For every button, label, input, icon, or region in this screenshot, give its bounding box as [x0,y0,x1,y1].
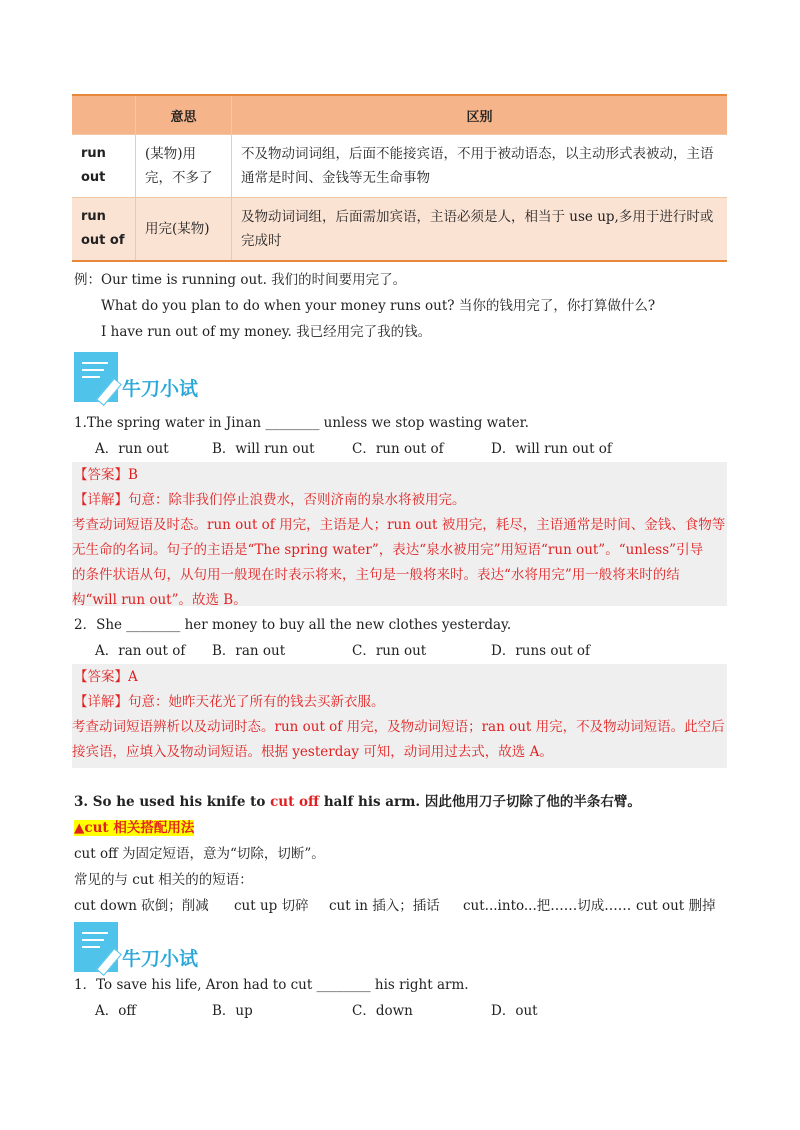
option-a: A．run out [95,441,169,457]
highlight-heading-wrap [74,818,194,838]
table-row [72,135,727,198]
detail-line: 的条件状语从句，从句用一般现在时表示将来，主句是一般将来时。表达“水将用完”用一般将来时的结 [72,567,680,583]
table-cell-term: run out of [72,198,136,262]
option-a: A．off [95,1003,136,1019]
section3-line: cut off 为固定短语，意为“切除，切断”。 [74,846,325,862]
table-cell-term: run out [72,135,136,198]
detail-line: 【详解】句意：她昨天花光了所有的钱去买新衣服。 [74,694,385,710]
detail-line: 构“will run out”。故选 B。 [72,592,247,608]
option-b: B．up [212,1003,253,1019]
option-d: D．will run out of [491,441,612,457]
example-sentence: What do you plan to do when your money runs out? 当你的钱用完了，你打算做什么? [101,298,656,314]
table-header-difference: 区别 [232,95,728,135]
table-cell-difference: 不及物动词词组，后面不能接宾语，不用于被动语态，以主动形式表被动，主语通常是时间、金钱等无生命事物 [232,135,728,198]
question-stem: 1．To save his life, Aron had to cut ________ his right arm. [74,977,469,993]
option-c: C．run out [352,643,427,659]
phrase-item: cut in 插入；插话 [329,898,440,914]
option-d: D．runs out of [491,643,591,659]
table-cell-meaning: 用完(某物) [136,198,232,262]
detail-line: 无生命的名词。句子的主语是“The spring water”，表达“泉水被用完”用短语“run out”。“unless”引导 [72,542,704,558]
phrase-item: cut out 删掉 [636,898,716,914]
practice-banner [74,352,274,404]
question-stem: 1.The spring water in Jinan ________ unless we stop wasting water. [74,415,529,431]
table-row [72,198,727,262]
phrase-item: cut...into...把……切成…… [463,898,632,914]
section3-line: 常见的与 cut 相关的的短语： [74,872,253,888]
option-b: B．ran out [212,643,286,659]
detail-line: 【详解】句意：除非我们停止浪费水，否则济南的泉水将被用完。 [74,492,466,508]
phrase-item: cut up 切碎 [234,898,309,914]
question-stem: 2．She ________ her money to buy all the new clothes yesterday. [74,617,512,633]
answer-text: 【答案】B [74,467,138,483]
option-b: B．will run out [212,441,315,457]
section3-prefix: 3. So he used his knife to [74,794,271,810]
practice-title: 牛刀小试 [122,378,199,400]
note-pencil-icon [74,922,118,972]
examples-label: 例： [74,272,101,288]
table-header-meaning: 意思 [136,95,232,135]
table-cell-meaning: (某物)用完，不多了 [136,135,232,198]
example-sentence: I have run out of my money. 我已经用完了我的钱。 [101,324,432,340]
option-a: A．ran out of [95,643,186,659]
detail-line: 考查动词短语辨析以及动词时态。run out of 用完，及物动词短语；ran out 用完，不及物动词短语。此空后 [72,719,725,735]
table-header-blank [72,95,136,135]
practice-banner [74,922,274,974]
practice-title: 牛刀小试 [122,948,199,970]
section3-sentence [74,792,641,812]
option-c: C．down [352,1003,413,1019]
examples-first-line [74,270,406,290]
phrase-item: cut down 砍倒；削减 [74,898,209,914]
answer-text: 【答案】A [74,669,138,685]
note-pencil-icon [74,352,118,402]
table-cell-difference: 及物动词词组，后面需加宾语，主语必须是人，相当于 use up,多用于进行时或完成时 [232,198,728,262]
example-sentence: Our time is running out. 我们的时间要用完了。 [101,272,407,288]
detail-line: 考查动词短语及时态。run out of 用完，主语是人；run out 被用完，耗尽，主语通常是时间、金钱、食物等 [72,517,726,533]
comparison-table [72,94,727,262]
highlight-heading: ▲cut 相关搭配用法 [74,820,195,836]
section3-cut-off: cut off [270,794,320,810]
detail-line: 接宾语，应填入及物动词短语。根据 yesterday 可知，动词用过去式，故选 A。 [72,744,553,760]
option-d: D．out [491,1003,538,1019]
option-c: C．run out of [352,441,444,457]
section3-suffix: half his arm. 因此他用刀子切除了他的半条右臂。 [319,794,641,810]
